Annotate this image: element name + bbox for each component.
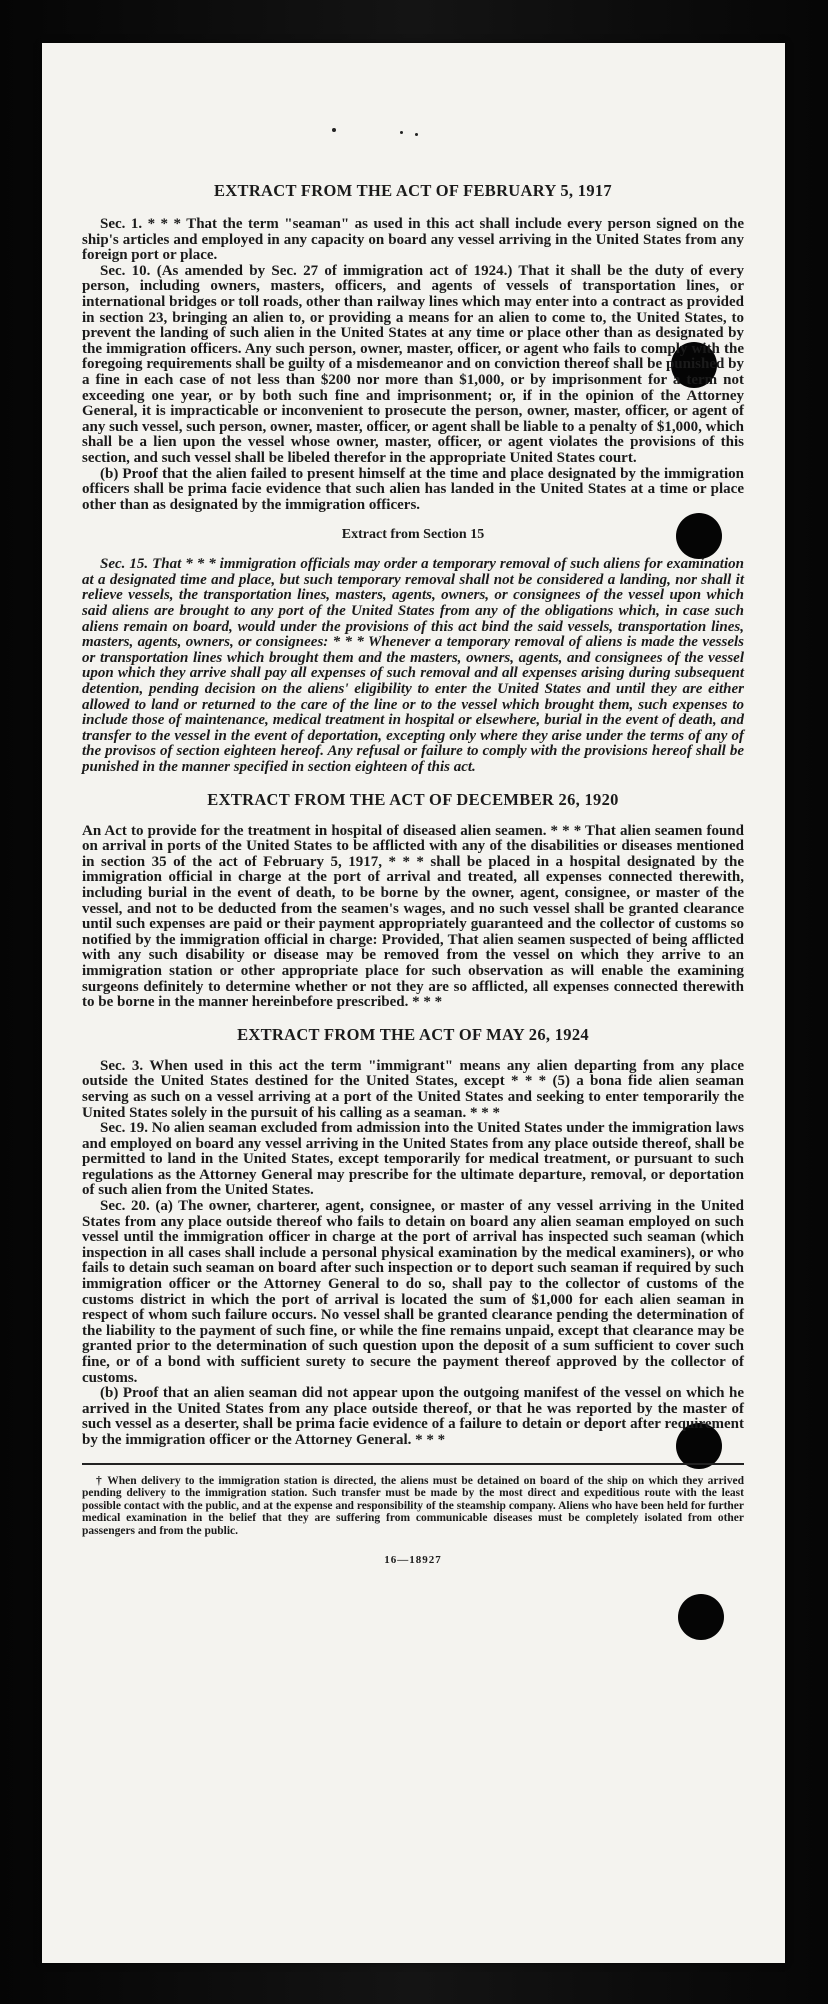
paragraph-1924-sec20: Sec. 20. (a) The owner, charterer, agent, consignee, or master of any vessel arriving in the United States from any place outside thereof who fails to detain on board any alien seaman employed on such vessel until the immigration officer in charge at the port of arrival has inspected such seaman (which inspection in all cases shall include a personal physical examination by the medical examiners), or who fails to detain such seaman on board after such inspection or to deport such seaman if required by such immigration officer or the Attorney General to do so, shall pay to the collector of customs of the customs district in which the port of arrival is located the sum of $1,000 for each alien seaman in respect of whom such failure occurs. No vessel shall be granted clearance pending the determination of the liability to the payment of such fine, or while the fine remains unpaid, except that clearance may be granted prior to the determination of such question upon the deposit of a sum sufficient to cover such fine, or of a bond with sufficient surety to secure the payment thereof approved by the collector of customs.: [82, 1198, 744, 1386]
speck: [415, 133, 418, 136]
punch-hole: [678, 1594, 724, 1640]
paragraph-1924-sec3: Sec. 3. When used in this act the term "immigrant" means any alien departing from any place outside the United States destined for the United States, except * * * (5) a bona fide alien seaman serving as such on a vessel arriving at a port of the United States and seeking to enter temporarily the United States solely in the pursuit of his calling as a seaman. * * *: [82, 1057, 744, 1121]
paragraph-1917-sec1: Sec. 1. * * * That the term "seaman" as used in this act shall include every person signed on the ship's articles and employed in any capacity on board any vessel arriving in the United States from any foreign port or place.: [82, 216, 744, 264]
paragraph-1924-b: (b) Proof that an alien seaman did not appear upon the outgoing manifest of the vessel on which he arrived in the United States from any place outside thereof, or that he was reported by the master of such vessel as a deserter, shall be prima facie evidence of a failure to detain or deport after requirement by the immigration officer or the Attorney General. * * *: [82, 1385, 744, 1448]
section-heading-1920: EXTRACT FROM THE ACT OF DECEMBER 26, 1920: [207, 789, 619, 809]
section-heading-1924: EXTRACT FROM THE ACT OF MAY 26, 1924: [237, 1024, 589, 1044]
section-heading-1917: EXTRACT FROM THE ACT OF FEBRUARY 5, 1917: [214, 181, 612, 200]
paragraph-sec15: Sec. 15. That * * * immigration officials may order a temporary removal of such aliens for examination at a designated time and place, but such temporary removal shall not be considered a landing, nor shall it relieve vessels, the transportation lines, masters, agents, owners, or consignees of the vessel upon which said aliens are brought to any port of the United States from any of the obligations which, in case such aliens remain on board, would under the provisions of this act bind the said vessels, transportation lines, masters, agents, owners, or consignees: * * * Whenever a temporary removal of aliens is made the vessels or transportation lines which brought them and the masters, owners, agents, and consignees of the vessel upon which they arrive shall pay all expenses of such removal and all expenses arising during subsequent detention, pending decision on the aliens' eligibility to enter the United States and until they are either allowed to land or returned to the care of the line or to the vessel which brought them, such expenses to include those of maintenance, medical treatment in hospital or elsewhere, burial in the event of death, and transfer to the vessel in the event of deportation, excepting only where they arise under the terms of any of the provisos of section eighteen hereof. Any refusal or failure to comply with the provisions hereof shall be punished in the manner specified in section eighteen of this act.: [82, 556, 744, 775]
document-page: [42, 43, 785, 1963]
document-body: [82, 181, 744, 1566]
speck: [332, 128, 336, 132]
section-heading-sec15: Extract from Section 15: [341, 527, 485, 543]
paragraph-1917-sec10: Sec. 10. (As amended by Sec. 27 of immigration act of 1924.) That it shall be the duty of every person, including owners, masters, officers, and agents of vessels of transportation lines, or international bridges or toll roads, other than railway lines which may enter into a contract as provided in section 23, bringing an alien to, or providing a means for an alien to come to, the United States, to prevent the landing of such alien in the United States at any time or place other than as designated by the immigration officers. Any such person, owner, master, officer, or agent who fails to comply with the foregoing requirements shall be guilty of a misdemeanor and on conviction thereof shall be punished by a fine in each case of not less than $200 nor more than $1,000, or by imprisonment for a term not exceeding one year, or by both such fine and imprisonment; or, if in the opinion of the Attorney General, it is impracticable or inconvenient to prosecute the person, owner, master, officer, or agent of any such vessel, such person, owner, master, officer, or agent shall be liable to a penalty of $1,000, which shall be a lien upon the vessel whose owner, master, officer, or agent violates the provisions of this section, and such vessel shall be libeled therefor in the appropriate United States court.: [82, 262, 744, 466]
footnote: † When delivery to the immigration station is directed, the aliens must be detained on board of the ship on which they arrived pending delivery to the immigration station. Such transfer must be made by the most direct and expeditious route with the least possible contact with the public, and at the expense and responsibility of the steamship company. Aliens who have been held for further medical examination in the belief that they are suffering from communicable diseases must be completely isolated from other passengers and from the public.: [82, 1474, 744, 1537]
paragraph-1920: An Act to provide for the treatment in hospital of diseased alien seamen. * * * That alien seamen found on arrival in ports of the United States to be afflicted with any of the disabilities or diseases mentioned in section 35 of the act of February 5, 1917, * * * shall be placed in a hospital designated by the immigration official in charge at the port of arrival and treated, all expenses connected therewith, including burial in the event of death, to be borne by the owner, agent, consignee, or master of the vessel, and not to be deducted from the seamen's wages, and no such vessel shall be granted clearance until such expenses are paid or their payment appropriately guaranteed and the collector of customs so notified by the immigration official in charge: Provided, That alien seamen suspected of being afflicted with any such disability or disease may be removed from the vessel on which they arrive to an immigration station or other appropriate place for such observation as will enable the examining surgeons definitely to determine whether or not they are so afflicted, all expenses connected therewith to be borne in the manner hereinbefore prescribed. * * *: [82, 822, 744, 1011]
paragraph-1917-b: (b) Proof that the alien failed to present himself at the time and place designated by the immigration officers shall be prima facie evidence that such alien has landed in the United States at a time or place other than as designated by the immigration officers.: [82, 465, 744, 513]
speck: [400, 131, 403, 134]
page-number: 16—18927: [384, 1553, 442, 1566]
footnote-divider: [82, 1463, 744, 1465]
paragraph-1924-sec19: Sec. 19. No alien seaman excluded from admission into the United States under the immigration laws and employed on board any vessel arriving in the United States from any place outside thereof, shall be permitted to land in the United States, except temporarily for medical treatment, or pursuant to such regulations as the Attorney General may prescribe for the ultimate departure, removal, or deportation of such alien from the United States.: [82, 1120, 744, 1199]
